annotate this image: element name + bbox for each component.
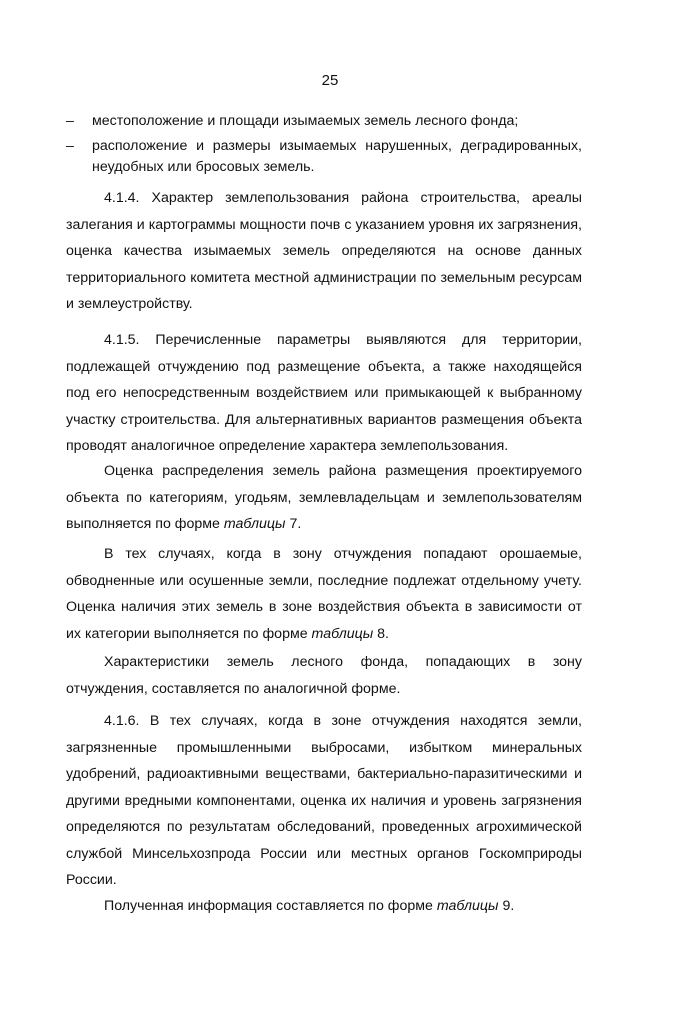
table-reference: таблицы — [436, 898, 499, 914]
list-item-text: местоположение и площади изымаемых земель лесного фонда; — [92, 113, 519, 129]
bullet-list — [66, 111, 582, 178]
dash-marker: – — [66, 113, 74, 129]
paragraph-4-1-4: 4.1.4. Характер землепользования района строительства, ареалы залегания и картограммы мощности почв с указанием уровня их загрязнения, оценка качества изымаемых земель определяются на основе данных территориального комитета местной администрации по земельным ресурсам и землеустройству. — [66, 190, 582, 312]
paragraph-table-8 — [66, 541, 582, 647]
table-number: 8. — [373, 625, 389, 642]
list-item — [66, 111, 582, 132]
table-reference: таблицы — [311, 625, 374, 642]
table-reference: таблицы — [223, 516, 286, 532]
paragraph-4-1-5: 4.1.5. Перечисленные параметры выявляются для территории, подлежащей отчуждению под размещение объекта, а также находящейся под его непосредственным воздействием или примыкающей к выбранному участку строительства. Для альтернативных вариантов размещения объекта проводят аналогичное определение характера землепользования. — [66, 332, 582, 454]
paragraph-4-1-6: 4.1.6. В тех случаях, когда в зоне отчуждения находятся земли, загрязненные промышленными выбросами, избытком минеральных удобрений, радиоактивными веществами, бактериально-паразитическими и другими вредными компонентами, оценка их наличия и уровень загрязнения определяются по результатам обследований, проведенных агрохимической службой Минсельхозпрода России или местных органов Госкомприроды России. — [66, 713, 582, 888]
list-item-text: расположение и размеры изымаемых нарушенных, деградированных, неудобных или бросовых земель. — [92, 138, 582, 175]
paragraph-table-9 — [66, 893, 582, 920]
table-number: 9. — [498, 898, 515, 914]
paragraph-table-7 — [66, 458, 582, 538]
table-number: 7. — [285, 516, 302, 532]
paragraph-text: Оценка распределения земель района размещения проектируемого объекта по категориям, угодьям, землевладельцам и землепользователям выполняется по форме — [66, 463, 582, 532]
dash-marker: – — [66, 138, 74, 154]
page-number: 25 — [321, 72, 339, 89]
paragraph-forest-fund: Характеристики земель лесного фонда, попадающих в зону отчуждения, составляется по аналогичной форме. — [66, 654, 582, 697]
paragraph-text: В тех случаях, когда в зону отчуждения попадают орошаемые, обводненные или осушенные земли, последние подлежат отдельному учету. Оценка наличия этих земель в зоне воздействия объекта в зависимости от их категории выполняется по форме — [66, 546, 582, 642]
paragraph-text: Полученная информация составляется по форме — [104, 898, 437, 914]
list-item — [66, 136, 582, 178]
